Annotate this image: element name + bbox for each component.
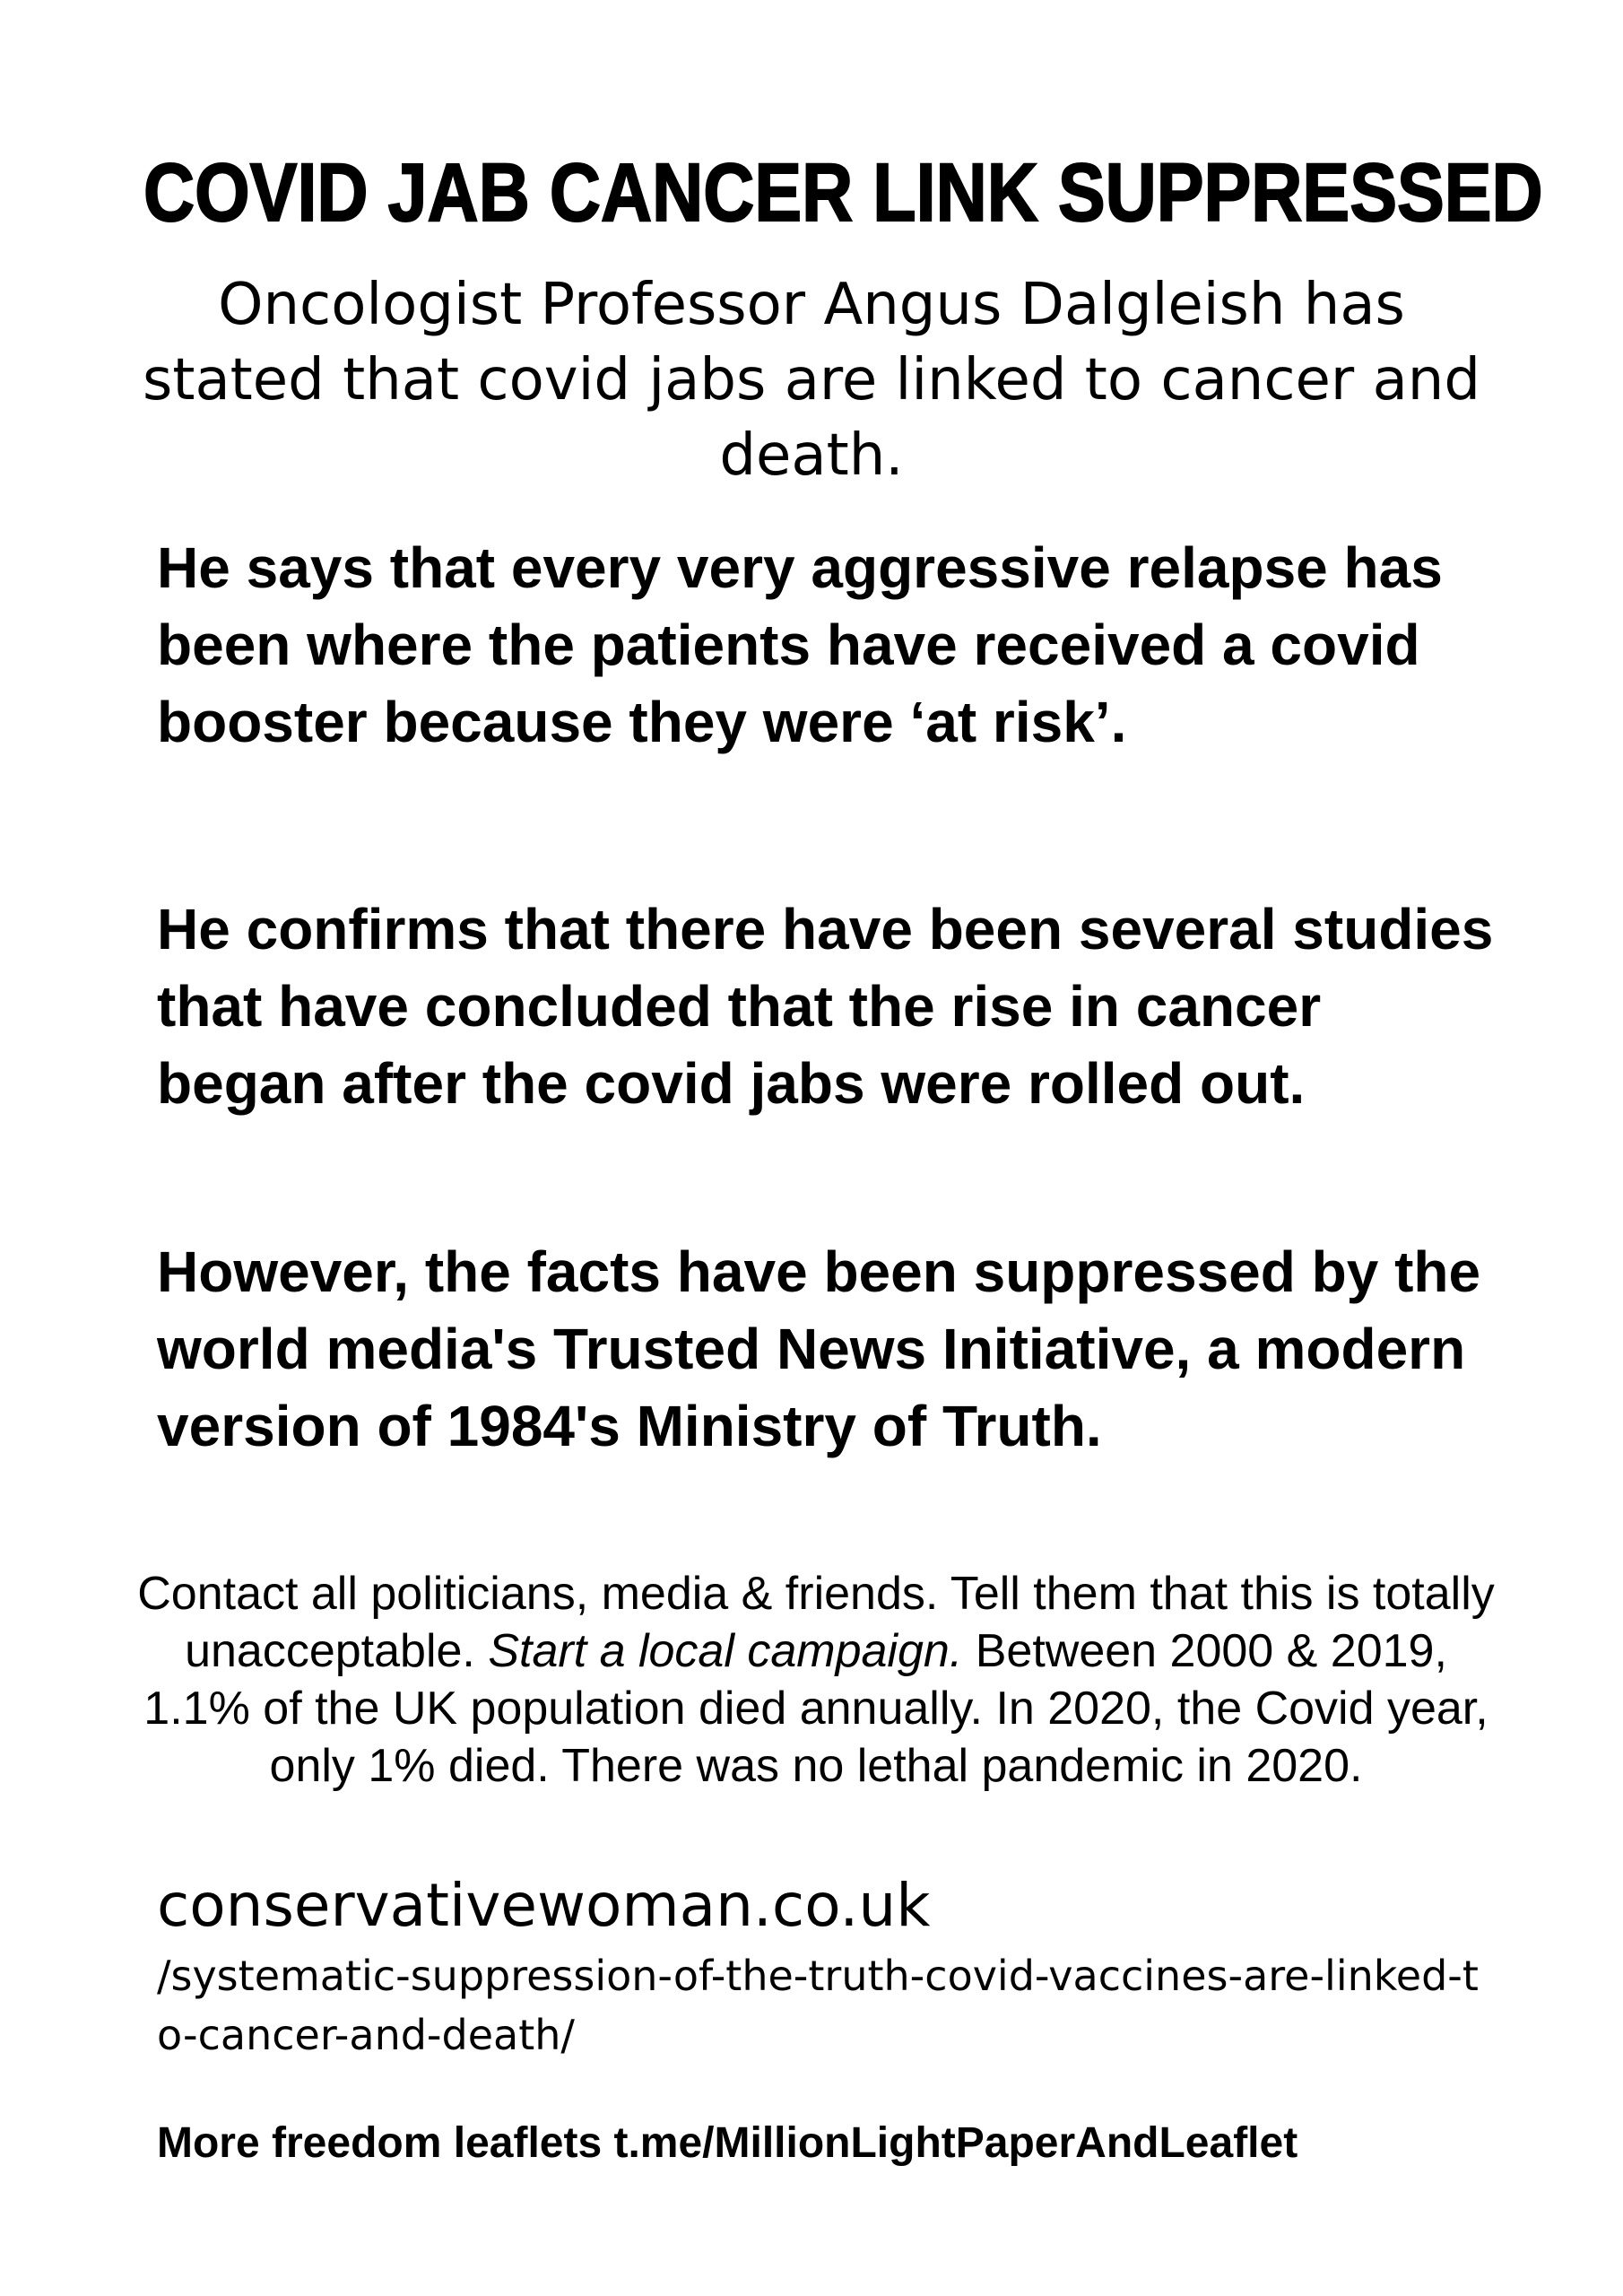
pandemic-conclusion: There was no lethal pandemic in 2020. (561, 1740, 1363, 1792)
mortality-stats: Between 2000 & 2019, 1.1% of the UK population died annually. In 2020, the Covid year, only 1% died. (143, 1625, 1488, 1792)
paragraph-studies: He confirms that there have been several studies that have concluded that the rise in cancer began after the covid jabs were rolled out. (157, 897, 1494, 1116)
contact-block (135, 1565, 1497, 1795)
paragraph-relapse: He says that every very aggressive relapse has been where the patients have received a covid booster because they were ‘at risk’. (157, 535, 1443, 754)
footer-note: More freedom leaflets t.me/MillionLightPaperAndLeaflet (157, 2119, 1298, 2167)
contact-line: Contact all politicians, media & friends. Tell them that this is totally unacceptable. (137, 1568, 1495, 1677)
source-site: conservativewoman.co.uk (157, 1871, 931, 1940)
source-path: /systematic-suppression-of-the-truth-covid-vaccines-are-linked-to-cancer-and-death/ (157, 1952, 1479, 2059)
campaign-call: Start a local campaign. (488, 1625, 963, 1677)
leaflet-title: COVID JAB CANCER LINK SUPPRESSED (143, 147, 1543, 239)
leaflet-subtitle: Oncologist Professor Angus Dalgleish has stated that covid jabs are linked to cancer and death. (143, 272, 1480, 489)
paragraph-suppression: However, the facts have been suppressed by the world media's Trusted News Initiative, a modern version of 1984's Ministry of Truth. (157, 1239, 1481, 1458)
